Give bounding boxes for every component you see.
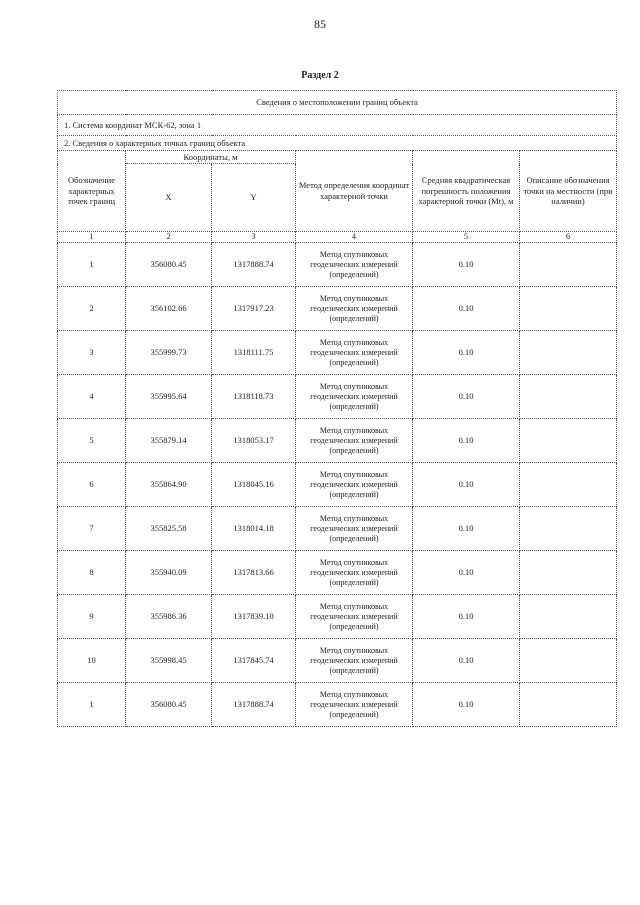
table-row	[58, 683, 617, 727]
method-cell: Метод спутниковых геодезических измерений (определений)	[296, 331, 413, 375]
y-cell: 1317888.74	[212, 683, 296, 727]
y-cell: 1317845.74	[212, 639, 296, 683]
error-cell: 0.10	[413, 507, 520, 551]
method-cell: Метод спутниковых геодезических измерений (определений)	[296, 683, 413, 727]
page-number: 85	[314, 17, 326, 31]
point-cell: 6	[58, 463, 126, 507]
boundary-table	[57, 90, 617, 727]
column-number: 6	[520, 232, 617, 243]
description-cell	[520, 507, 617, 551]
error-cell: 0.10	[413, 595, 520, 639]
method-cell: Метод спутниковых геодезических измерений (определений)	[296, 507, 413, 551]
point-cell: 1	[58, 243, 126, 287]
error-cell: 0.10	[413, 639, 520, 683]
method-cell: Метод спутниковых геодезических измерений (определений)	[296, 639, 413, 683]
header-designation: Обозначение характерных точек границ	[58, 151, 126, 232]
header-y: Y	[212, 164, 296, 232]
error-cell: 0.10	[413, 551, 520, 595]
point-cell: 2	[58, 287, 126, 331]
x-cell: 356080.45	[126, 683, 212, 727]
description-cell	[520, 375, 617, 419]
x-cell: 355999.73	[126, 331, 212, 375]
y-cell: 1317839.10	[212, 595, 296, 639]
error-cell: 0.10	[413, 331, 520, 375]
column-number: 5	[413, 232, 520, 243]
x-cell: 355879.14	[126, 419, 212, 463]
coord-system-text: 1. Система координат МСК-62, зона 1	[58, 115, 617, 136]
table-banner: Сведения о местоположении границ объекта	[58, 91, 617, 115]
method-cell: Метод спутниковых геодезических измерений (определений)	[296, 287, 413, 331]
table-banner-row	[58, 91, 617, 115]
method-cell: Метод спутниковых геодезических измерений (определений)	[296, 375, 413, 419]
section-title: Раздел 2	[301, 70, 339, 81]
table-row	[58, 639, 617, 683]
point-cell: 1	[58, 683, 126, 727]
x-cell: 355998.45	[126, 639, 212, 683]
header-x: X	[126, 164, 212, 232]
description-cell	[520, 243, 617, 287]
points-info-row	[58, 136, 617, 151]
x-cell: 355864.90	[126, 463, 212, 507]
points-info-text: 2. Сведения о характерных точках границ объекта	[58, 136, 617, 151]
column-number-row	[58, 232, 617, 243]
error-cell: 0.10	[413, 375, 520, 419]
point-cell: 5	[58, 419, 126, 463]
description-cell	[520, 419, 617, 463]
x-cell: 355986.36	[126, 595, 212, 639]
header-coordinates: Координаты, м	[126, 151, 296, 164]
description-cell	[520, 463, 617, 507]
table-row	[58, 243, 617, 287]
point-cell: 4	[58, 375, 126, 419]
point-cell: 3	[58, 331, 126, 375]
description-cell	[520, 595, 617, 639]
error-cell: 0.10	[413, 419, 520, 463]
y-cell: 1318045.16	[212, 463, 296, 507]
table-row	[58, 375, 617, 419]
table-row	[58, 507, 617, 551]
x-cell: 356080.45	[126, 243, 212, 287]
method-cell: Метод спутниковых геодезических измерений (определений)	[296, 419, 413, 463]
header-row-1	[58, 151, 617, 164]
description-cell	[520, 551, 617, 595]
x-cell: 355995.64	[126, 375, 212, 419]
table-row	[58, 551, 617, 595]
y-cell: 1318053.17	[212, 419, 296, 463]
header-error: Средняя квадратическая погрешность положения характерной точки (Mt), м	[413, 151, 520, 232]
column-number: 1	[58, 232, 126, 243]
table-row	[58, 463, 617, 507]
table-row	[58, 287, 617, 331]
description-cell	[520, 683, 617, 727]
y-cell: 1318118.73	[212, 375, 296, 419]
error-cell: 0.10	[413, 683, 520, 727]
method-cell: Метод спутниковых геодезических измерений (определений)	[296, 243, 413, 287]
table-row	[58, 419, 617, 463]
description-cell	[520, 331, 617, 375]
x-cell: 355940.09	[126, 551, 212, 595]
y-cell: 1318111.75	[212, 331, 296, 375]
point-cell: 9	[58, 595, 126, 639]
column-number: 3	[212, 232, 296, 243]
method-cell: Метод спутниковых геодезических измерений (определений)	[296, 463, 413, 507]
point-cell: 8	[58, 551, 126, 595]
error-cell: 0.10	[413, 463, 520, 507]
header-description: Описание обозначения точки на местности (при наличии)	[520, 151, 617, 232]
point-cell: 7	[58, 507, 126, 551]
error-cell: 0.10	[413, 287, 520, 331]
error-cell: 0.10	[413, 243, 520, 287]
point-cell: 10	[58, 639, 126, 683]
method-cell: Метод спутниковых геодезических измерений (определений)	[296, 595, 413, 639]
y-cell: 1317888.74	[212, 243, 296, 287]
x-cell: 355825.58	[126, 507, 212, 551]
column-number: 2	[126, 232, 212, 243]
y-cell: 1317917.23	[212, 287, 296, 331]
method-cell: Метод спутниковых геодезических измерений (определений)	[296, 551, 413, 595]
coord-system-row	[58, 115, 617, 136]
description-cell	[520, 287, 617, 331]
header-method: Метод определения координат характерной точки	[296, 151, 413, 232]
table-row	[58, 331, 617, 375]
y-cell: 1318014.18	[212, 507, 296, 551]
description-cell	[520, 639, 617, 683]
x-cell: 356102.66	[126, 287, 212, 331]
column-number: 4	[296, 232, 413, 243]
y-cell: 1317813.66	[212, 551, 296, 595]
table-row	[58, 595, 617, 639]
